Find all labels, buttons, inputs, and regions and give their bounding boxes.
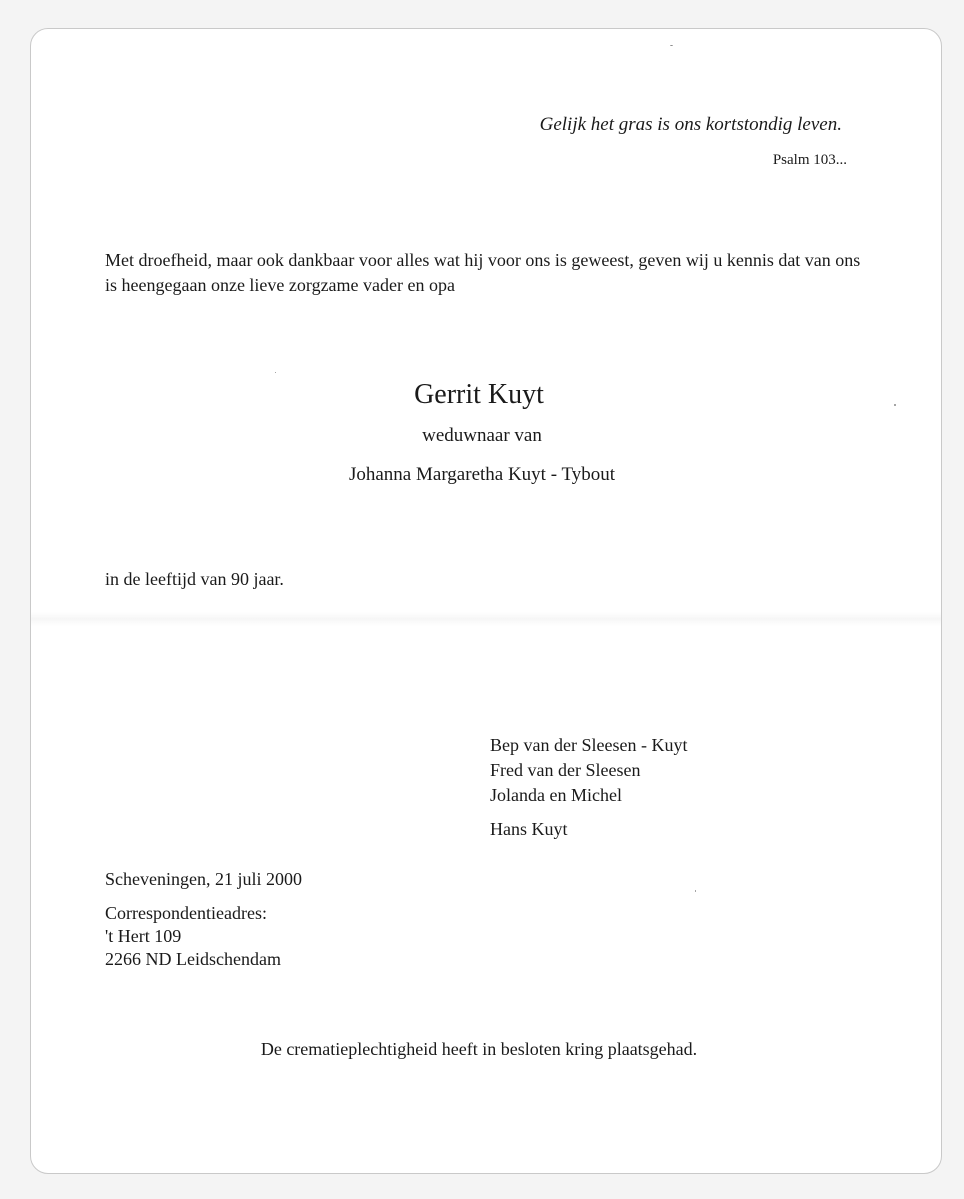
family-member: Fred van der Sleesen [490, 760, 641, 780]
correspondence-address [105, 902, 281, 971]
deceased-name: Gerrit Kuyt [414, 379, 544, 410]
deceased-relation: weduwnaar van [422, 425, 542, 446]
address-street: 't Hert 109 [105, 926, 182, 946]
motto-quote: Gelijk het gras is ons kortstondig leven. [539, 114, 842, 135]
address-city: 2266 ND Leidschendam [105, 949, 281, 969]
family-member: Bep van der Sleesen - Kuyt [490, 735, 688, 755]
motto-reference: Psalm 103... [772, 152, 847, 168]
age-line: in de leeftijd van 90 jaar. [105, 569, 284, 589]
cremation-notice: De crematieplechtigheid heeft in besloten kring plaatsgehad. [260, 1039, 698, 1059]
family-member: Jolanda en Michel [490, 785, 622, 805]
paper-fold-line [31, 612, 941, 626]
family-signatories [490, 733, 687, 842]
intro-paragraph: Met droefheid, maar ook dankbaar voor alles wat hij voor ons is geweest, geven wij u kennis dat van ons is heengegaan onze lieve zorgzame vader en opa [105, 250, 861, 295]
address-label: Correspondentieadres: [105, 903, 267, 923]
family-member: Hans Kuyt [490, 819, 568, 839]
paper-speck [275, 372, 276, 373]
place-and-date: Scheveningen, 21 juli 2000 [105, 869, 302, 889]
paper-speck [670, 45, 673, 46]
announcement-card [30, 28, 942, 1174]
spouse-name: Johanna Margaretha Kuyt - Tybout [348, 464, 616, 485]
paper-speck [695, 890, 696, 892]
paper-speck [894, 404, 896, 406]
